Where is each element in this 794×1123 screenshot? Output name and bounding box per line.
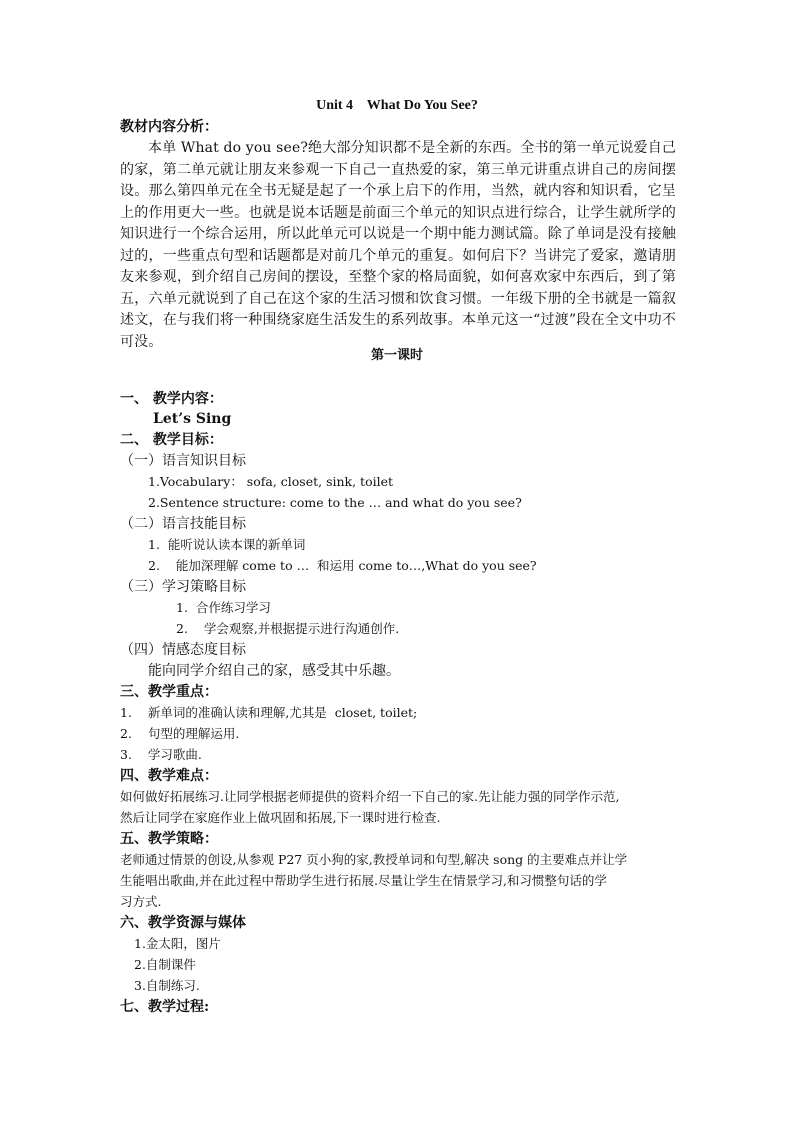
section-2-heading: 二、 教学目标：	[120, 432, 223, 448]
objective-4-heading: （四）情感态度目标	[120, 642, 246, 658]
difficulty-line-1: 如何做好拓展练习.让同学根据老师提供的资料介绍一下自己的家.先让能力强的同学作示范,	[120, 789, 620, 804]
analysis-text: 本单 What do you see?绝大部分知识都不是全新的东西。全书的第一单元说爱自己的家，第二单元就让朋友来参观一下自己一直热爱的家，第三单元讲重点讲自己的房间摆设。那么第四单元在全书无疑是起了一个承上启下的作用，当然，就内容和知识看，它呈上的作用更大一些。也就是说本话题是前面三个单元的知识点进行综合，让学生就所学的知识进行一个综合运用，所以此单元可以说是一个期中能力测试篇。除了单词是没有接触过的，一些重点句型和话题都是对前几个单元的重复。如何启下？当讲完了爱家，邀请朋友来参观，到介绍自己房间的摆设，至整个家的格局面貌，如何喜欢家中东西后，到了第五，六单元就说到了自己在这个家的生活习惯和饮食习惯。一年级下册的全书就是一篇叙述文，在与我们将一种围绕家庭生活发生的系列故事。本单元这一“过渡”段在全文中功不可没。	[120, 140, 676, 350]
section-4-heading: 四、教学难点：	[120, 768, 218, 784]
strategy-line-2: 生能唱出歌曲,并在此过程中帮助学生进行拓展.尽量让学生在情景学习,和习惯整句话的学	[120, 873, 607, 888]
objective-1-item-2: 2.Sentence structure: come to the … and what do you see?	[148, 495, 522, 510]
objective-3-item-2: 2. 学会观察,并根据提示进行沟通创作.	[176, 621, 400, 636]
resource-item-2: 2.自制课件	[134, 957, 196, 972]
objective-4-item-1: 能向同学介绍自己的家，感受其中乐趣。	[148, 663, 400, 679]
analysis-heading: 教材内容分析：	[120, 119, 218, 135]
analysis-paragraph	[120, 138, 676, 353]
key-point-3: 3. 学习歌曲.	[120, 747, 202, 762]
objective-1-item-1: 1.Vocabulary： sofa, closet, sink, toilet	[148, 474, 394, 489]
objective-3-item-1: 1. 合作练习学习	[176, 600, 271, 615]
section-1-heading: 一、 教学内容：	[120, 391, 223, 407]
strategy-line-1: 老师通过情景的创设,从参观 P27 页小狗的家,教授单词和句型,解决 song 的主要难点并让学	[120, 852, 628, 867]
objective-1-heading: （一）语言知识目标	[120, 453, 246, 469]
objective-2-item-1: 1. 能听说认读本课的新单词	[148, 537, 306, 552]
section-7-heading: 七、教学过程:	[120, 999, 210, 1015]
unit-title: Unit 4 What Do You See?	[316, 98, 478, 113]
section-3-heading: 三、教学重点：	[120, 684, 218, 700]
objective-3-heading: （三）学习策略目标	[120, 579, 246, 595]
resource-item-3: 3.自制练习.	[134, 978, 200, 993]
objective-2-heading: （二）语言技能目标	[120, 516, 246, 532]
resource-item-1: 1.金太阳，图片	[134, 936, 221, 951]
strategy-line-3: 习方式.	[120, 894, 162, 909]
section-5-heading: 五、教学策略：	[120, 831, 218, 847]
lesson-title: 第一课时	[370, 348, 423, 363]
difficulty-line-2: 然后让同学在家庭作业上做巩固和拓展,下一课时进行检查.	[120, 810, 441, 825]
objective-2-item-2: 2. 能加深理解 come to … 和运用 come to…,What do you see?	[148, 558, 537, 573]
key-point-2: 2. 句型的理解运用.	[120, 726, 240, 741]
section-6-heading: 六、教学资源与媒体	[120, 915, 246, 931]
key-point-1: 1. 新单词的准确认读和理解,尤其是 closet, toilet;	[120, 705, 418, 720]
section-1-content: Let’s Sing	[153, 411, 232, 427]
